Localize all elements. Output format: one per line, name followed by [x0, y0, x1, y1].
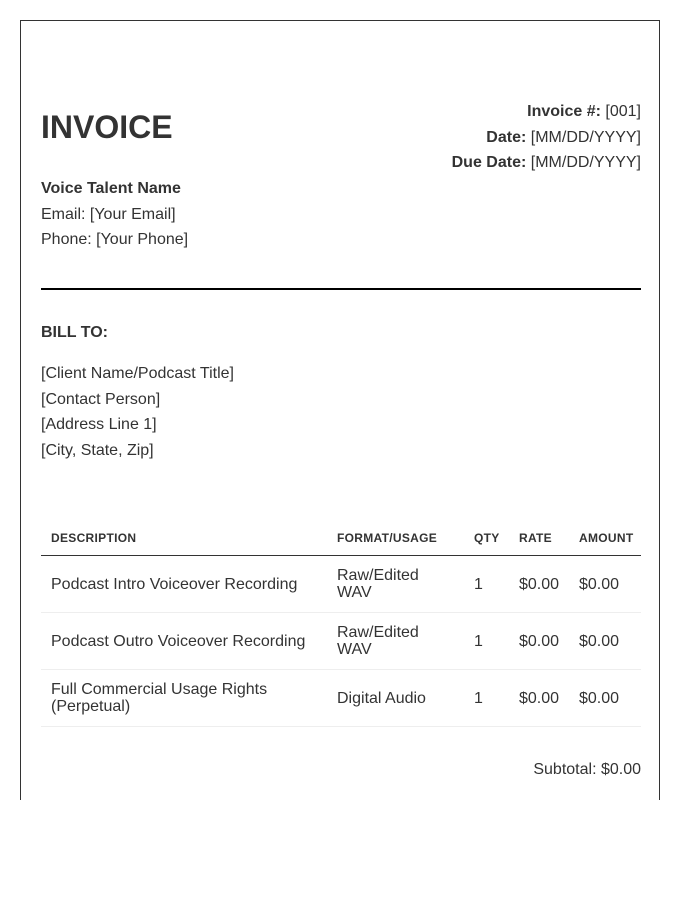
subtotal: Subtotal: $0.00 — [533, 761, 641, 778]
invoice-date-label: Date: — [486, 128, 527, 146]
row-amount: $0.00 — [569, 670, 641, 727]
column-header-rate: RATE — [509, 521, 569, 556]
bill-to-city-state-zip: [City, State, Zip] — [41, 441, 154, 459]
bill-to-address — [41, 361, 234, 463]
invoice-document — [20, 20, 660, 800]
row-qty: 1 — [464, 556, 509, 613]
invoice-date-value: [MM/DD/YYYY] — [530, 128, 641, 146]
talent-phone: Phone: [Your Phone] — [41, 231, 189, 248]
row-description: Podcast Outro Voiceover Recording — [41, 613, 327, 670]
table-row — [41, 613, 641, 670]
invoice-due-date-row — [452, 150, 641, 176]
row-format: Digital Audio — [327, 670, 464, 727]
row-amount: $0.00 — [569, 556, 641, 613]
invoice-number-row — [452, 99, 641, 125]
row-rate: $0.00 — [509, 670, 569, 727]
bill-to-address-line: [Address Line 1] — [41, 416, 157, 433]
row-amount: $0.00 — [569, 613, 641, 670]
invoice-due-date-value: [MM/DD/YYYY] — [530, 154, 641, 171]
invoice-number-value: [001] — [605, 103, 641, 120]
bill-to-contact-person: [Contact Person] — [41, 390, 161, 408]
row-qty: 1 — [464, 670, 509, 727]
row-description: Podcast Intro Voiceover Recording — [41, 556, 327, 613]
talent-name: Voice Talent Name — [41, 180, 181, 197]
row-format: Raw/Edited WAV — [327, 556, 464, 613]
column-header-format: FORMAT/USAGE — [327, 521, 464, 556]
invoice-due-date-label: Due Date: — [451, 154, 527, 171]
row-qty: 1 — [464, 613, 509, 670]
header-divider — [41, 288, 641, 290]
invoice-title: INVOICE — [41, 109, 173, 145]
invoice-number-label: Invoice #: — [527, 103, 601, 120]
column-header-qty: QTY — [464, 521, 509, 556]
talent-info — [41, 176, 188, 253]
column-header-amount: AMOUNT — [569, 521, 641, 556]
line-items-table — [41, 521, 641, 727]
table-header-row — [41, 521, 641, 556]
table-row — [41, 556, 641, 613]
table-row — [41, 670, 641, 727]
row-format: Raw/Edited WAV — [327, 613, 464, 670]
row-rate: $0.00 — [509, 613, 569, 670]
row-rate: $0.00 — [509, 556, 569, 613]
column-header-description: DESCRIPTION — [41, 521, 327, 556]
bill-to-heading: BILL TO: — [41, 324, 108, 341]
invoice-date-row — [452, 125, 641, 151]
row-description: Full Commercial Usage Rights (Perpetual) — [41, 670, 327, 727]
talent-email: Email: [Your Email] — [41, 205, 176, 223]
bill-to-client-name: [Client Name/Podcast Title] — [41, 365, 234, 382]
invoice-meta — [452, 99, 641, 176]
